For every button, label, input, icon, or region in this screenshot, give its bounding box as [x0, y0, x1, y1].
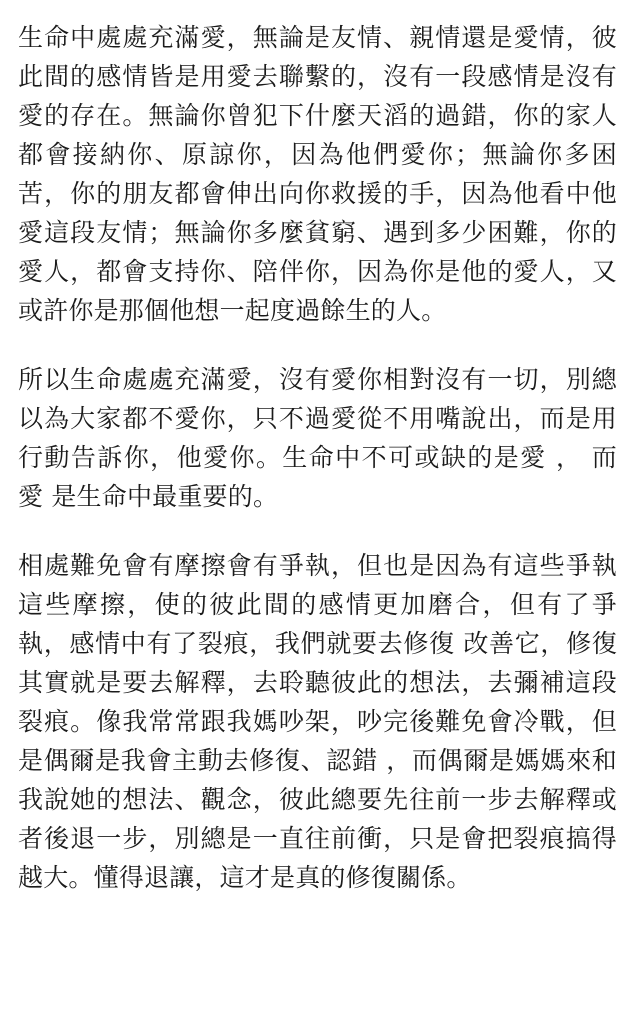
paragraph-2: 所以生命處處充滿愛，沒有愛你相對沒有一切，別總以為大家都不愛你，只不過愛從不用嘴說出，而是用行動告訴你，他愛你。生命中不可或缺的是愛 ， 而 愛 是生命中最重要的。	[18, 365, 617, 511]
paragraph-1: 生命中處處充滿愛，無論是友情、親情還是愛情，彼此間的感情皆是用愛去聯繫的，沒有一段感情是沒有愛的存在。無論你曾犯下什麼天滔的過錯，你的家人都會接納你、原諒你，因為他們愛你；無論你多困苦，你的朋友都會伸出向你救援的手，因為他看中他愛這段友情；無論你多麼貧窮、遇到多少困難，你的愛人，都會支持你、陪伴你，因為你是他的愛人，又或許你是那個他想一起度過餘生的人。	[18, 23, 617, 325]
paragraph-3: 相處難免會有摩擦會有爭執，但也是因為有這些爭執這些摩擦，使的彼此間的感情更加磨合，但有了爭執，感情中有了裂痕，我們就要去修復 改善它，修復其實就是要去解釋，去聆聽彼此的想法，去彌補這段裂痕。像我常常跟我媽吵架，吵完後難免會冷戰，但是偶爾是我會主動去修復、認錯 ，而偶爾是媽媽來和我說她的想法、觀念，彼此總要先往前一步去解釋或者後退一步，別總是一直往前衝，只是會把裂痕搞得越大。懂得退讓，這才是真的修復關係。	[18, 551, 617, 892]
